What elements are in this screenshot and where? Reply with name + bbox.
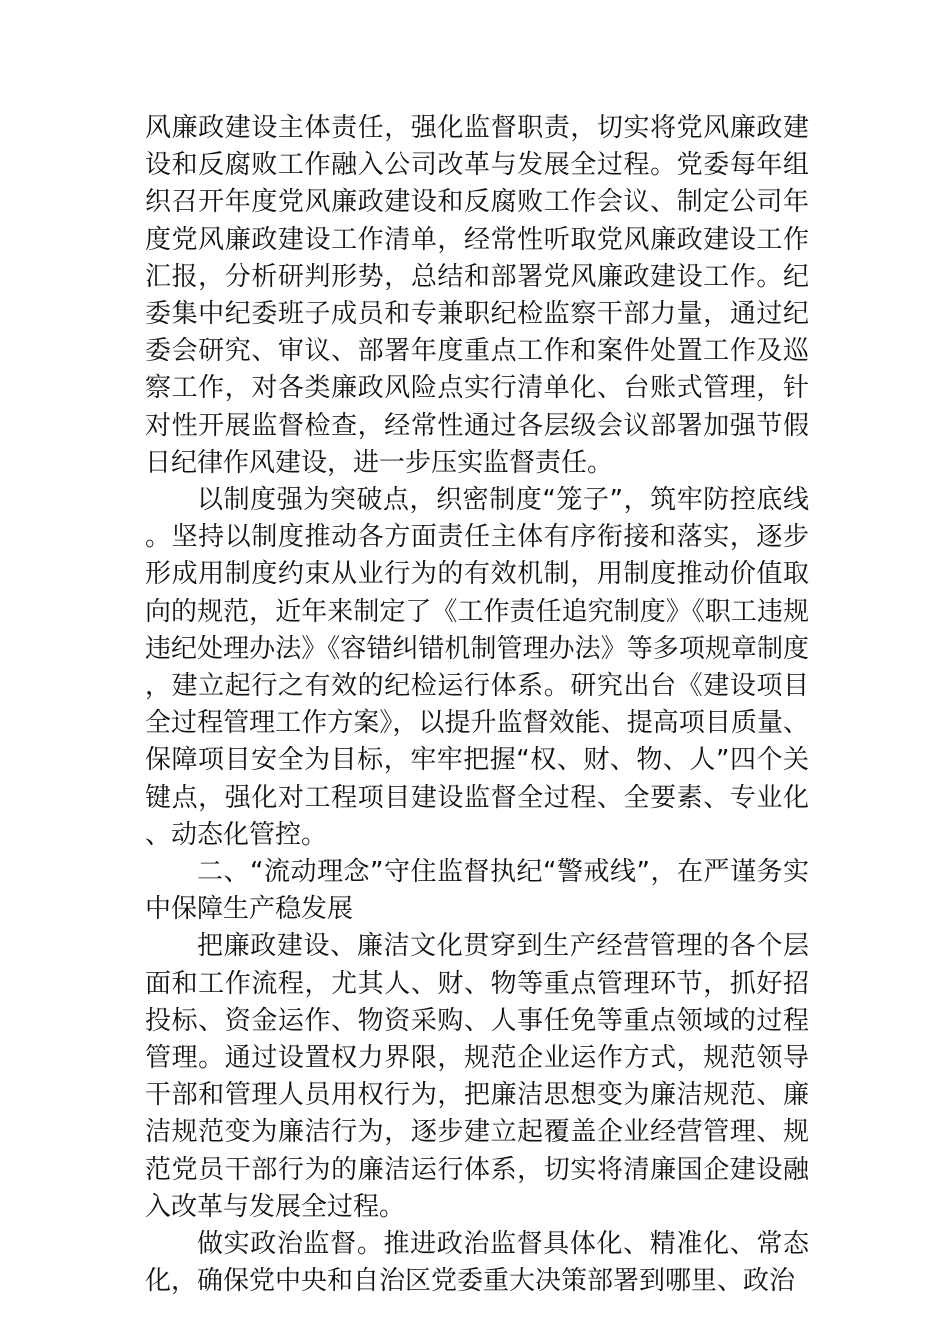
paragraph-party-responsibility: 风廉政建设主体责任，强化监督职责，切实将党风廉政建设和反腐败工作融入公司改革与发展全过程。党委每年组织召开年度党风廉政建设和反腐败工作会议、制定公司年度党风廉政建设工作清单，经常性听取党风廉政建设工作汇报，分析研判形势，总结和部署党风廉政建设工作。纪委集中纪委班子成员和专兼职纪检监察干部力量，通过纪委会研究、审议、部署年度重点工作和案件处置工作及巡察工作，对各类廉政风险点实行清单化、台账式管理，针对性开展监督检查，经常性通过各层级会议部署加强节假日纪律作风建设，进一步压实监督责任。 — [145, 113, 809, 478]
document-body — [145, 110, 809, 1301]
paragraph-integrity-culture: 把廉政建设、廉洁文化贯穿到生产经营管理的各个层面和工作流程，尤其人、财、物等重点管理环节，抓好招投标、资金运作、物资采购、人事任免等重点领域的过程管理。通过设置权力界限，规范企业运作方式，规范领导干部和管理人员用权行为，把廉洁思想变为廉洁规范、廉洁规范变为廉洁行为，逐步建立起覆盖企业经营管理、规范党员干部行为的廉洁运行体系，切实将清廉国企建设融入改革与发展全过程。 — [145, 931, 809, 1222]
paragraph-system-building: 以制度强为突破点，织密制度“笼子”，筑牢防控底线。坚持以制度推动各方面责任主体有序衔接和落实，逐步形成用制度约束从业行为的有效机制，用制度推动价值取向的规范，近年来制定了《工作责任追究制度》《职工违规违纪处理办法》《容错纠错机制管理办法》等多项规章制度，建立起行之有效的纪检运行体系。研究出台《建设项目全过程管理工作方案》，以提升监督效能、提高项目质量、保障项目安全为目标，牢牢把握“权、财、物、人”四个关键点，强化对工程项目建设监督全过程、全要素、专业化、动态化管控。 — [145, 485, 809, 850]
paragraph-political-supervision: 做实政治监督。推进政治监督具体化、精准化、常态化，确保党中央和自治区党委重大决策部署到哪里、政治 — [145, 1229, 809, 1297]
section-heading: 二、“流动理念”守住监督执纪“警戒线”，在严谨务实中保障生产稳发展 — [145, 857, 809, 925]
